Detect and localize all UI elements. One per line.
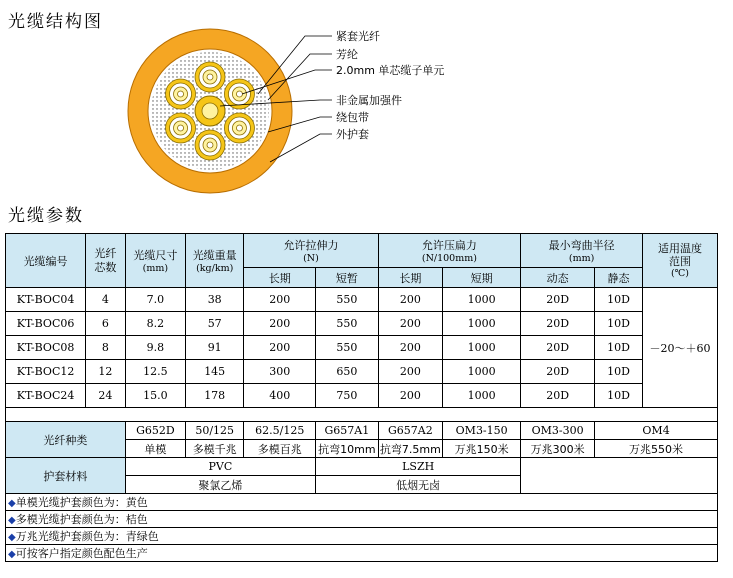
fiber-code: G657A2 [378,422,443,440]
cell-weight: 145 [186,360,244,384]
note-row [6,494,718,511]
header-weight-unit: (kg/km) [196,263,234,274]
cell-t_short: 550 [316,312,378,336]
header-weight-label: 光缆重量 [192,249,237,262]
cell-size: 8.2 [125,312,185,336]
sheath-material-label: 护套材料 [6,458,126,494]
table-row [6,336,718,360]
header-temp [642,234,717,288]
cell-size: 9.8 [125,336,185,360]
note-row [6,528,718,545]
label-wrapping-tape: 绕包带 [336,111,369,124]
header-temp-unit: (℃) [670,268,689,279]
header-crush-long: 长期 [378,268,443,288]
cell-t_long: 200 [244,336,316,360]
cell-weight: 38 [186,288,244,312]
cell-model: KT-BOC24 [6,384,86,408]
cell-stat: 10D [595,288,643,312]
label-aramid: 芳纶 [336,48,358,61]
cell-weight: 178 [186,384,244,408]
sheath-code-pvc: PVC [125,458,315,476]
diamond-icon: ◆ [8,515,16,526]
cell-cores: 24 [86,384,126,408]
cell-size: 15.0 [125,384,185,408]
note-text: 可按客户指定颜色配色生产 [15,547,148,560]
cable-cross-section-diagram [120,24,470,199]
param-title: 光缆参数 [8,206,84,226]
cell-c_short: 1000 [443,384,521,408]
header-tensile-label: 允许拉伸力 [283,239,339,252]
fiber-name: 多模百兆 [244,440,316,458]
header-bend-static: 静态 [595,268,643,288]
fiber-name: 单模 [125,440,185,458]
subunit-5 [166,113,196,143]
note-cell [6,494,718,511]
cable-cross-section-svg [120,24,470,199]
spec-table [5,233,718,562]
note-rows [6,494,718,562]
cell-dyn: 20D [521,288,595,312]
cell-c_long: 200 [378,312,443,336]
fiber-code: G657A1 [316,422,378,440]
table-row [6,288,718,312]
cell-t_long: 200 [244,288,316,312]
cell-c_long: 200 [378,384,443,408]
cell-t_short: 550 [316,336,378,360]
cell-c_short: 1000 [443,312,521,336]
diamond-icon: ◆ [8,498,16,509]
fiber-code: 50/125 [186,422,244,440]
table-row [6,312,718,336]
diamond-icon: ◆ [8,532,16,543]
note-cell [6,511,718,528]
header-size-label: 光缆尺寸 [133,249,178,262]
header-size-unit: (mm) [142,263,169,274]
cell-t_long: 400 [244,384,316,408]
cell-model: KT-BOC04 [6,288,86,312]
fiber-name: 万兆300米 [521,440,595,458]
subunit-1 [195,62,225,92]
header-fiber-count: 光纤 芯数 [86,234,126,288]
header-crush-short: 短期 [443,268,521,288]
cell-cores: 8 [86,336,126,360]
temp-range: －20～＋60 [642,288,717,408]
header-bend-dynamic: 动态 [521,268,595,288]
structure-title: 光缆结构图 [8,12,103,32]
cell-t_long: 200 [244,312,316,336]
cell-dyn: 20D [521,384,595,408]
fiber-code: OM3-300 [521,422,595,440]
cell-stat: 10D [595,336,643,360]
central-strength-member [195,96,225,126]
sheath-empty [521,458,718,494]
cell-model: KT-BOC12 [6,360,86,384]
cell-stat: 10D [595,384,643,408]
cell-dyn: 20D [521,360,595,384]
header-crush-label: 允许压扁力 [421,239,477,252]
sheath-name-lszh: 低烟无卤 [316,476,521,494]
sheath-name-pvc: 聚氯乙烯 [125,476,315,494]
cell-size: 7.0 [125,288,185,312]
note-row [6,545,718,562]
sheath-code-lszh: LSZH [316,458,521,476]
cell-size: 12.5 [125,360,185,384]
note-row [6,511,718,528]
cell-c_long: 200 [378,360,443,384]
fiber-type-label: 光纤种类 [6,422,126,458]
note-text: 多模光缆护套颜色为：桔色 [15,513,148,526]
spacer-row [6,408,718,422]
label-tight-buffer: 紧套光纤 [336,30,380,43]
cell-model: KT-BOC08 [6,336,86,360]
header-size [125,234,185,288]
fiber-code: 62.5/125 [244,422,316,440]
cell-dyn: 20D [521,336,595,360]
cell-cores: 12 [86,360,126,384]
subunit-6 [166,79,196,109]
table-row [6,384,718,408]
note-text: 单模光缆护套颜色为：黄色 [15,496,148,509]
cell-weight: 91 [186,336,244,360]
label-outer-sheath: 外护套 [336,128,369,141]
fiber-name: 抗弯10mm [316,440,378,458]
fiber-name: 万兆550米 [595,440,718,458]
cell-cores: 6 [86,312,126,336]
cell-t_short: 550 [316,288,378,312]
cell-c_long: 200 [378,336,443,360]
note-text: 万兆光缆护套颜色为：青绿色 [15,530,159,543]
data-rows [6,288,718,408]
fiber-code: G652D [125,422,185,440]
diamond-icon: ◆ [8,549,16,560]
fiber-name: 万兆150米 [443,440,521,458]
cell-weight: 57 [186,312,244,336]
header-crush [378,234,521,268]
header-tensile-long: 长期 [244,268,316,288]
cell-t_short: 650 [316,360,378,384]
table-row [6,360,718,384]
note-cell [6,545,718,562]
label-subunit: 2.0mm 单芯缆子单元 [336,64,445,77]
header-weight [186,234,244,288]
cell-dyn: 20D [521,312,595,336]
fiber-code: OM3-150 [443,422,521,440]
note-cell [6,528,718,545]
header-bend-label: 最小弯曲半径 [548,239,615,252]
header-bend-unit: (mm) [568,253,595,264]
cell-c_short: 1000 [443,288,521,312]
cell-t_long: 300 [244,360,316,384]
fiber-name: 抗弯7.5mm [378,440,443,458]
header-tensile-unit: (N) [303,253,319,264]
cell-c_short: 1000 [443,360,521,384]
label-strength-member: 非金属加强件 [336,94,402,107]
cell-cores: 4 [86,288,126,312]
cell-stat: 10D [595,360,643,384]
cell-c_short: 1000 [443,336,521,360]
header-tensile [244,234,378,268]
header-crush-unit: (N/100mm) [421,253,477,264]
header-temp-label: 适用温度 范围 [657,242,702,268]
subunit-3 [224,113,254,143]
cell-stat: 10D [595,312,643,336]
header-bend [521,234,643,268]
cell-model: KT-BOC06 [6,312,86,336]
fiber-code: OM4 [595,422,718,440]
header-model: 光缆编号 [6,234,86,288]
subunit-4 [195,130,225,160]
fiber-name: 多模千兆 [186,440,244,458]
cell-t_short: 750 [316,384,378,408]
cell-c_long: 200 [378,288,443,312]
header-tensile-short: 短暂 [316,268,378,288]
